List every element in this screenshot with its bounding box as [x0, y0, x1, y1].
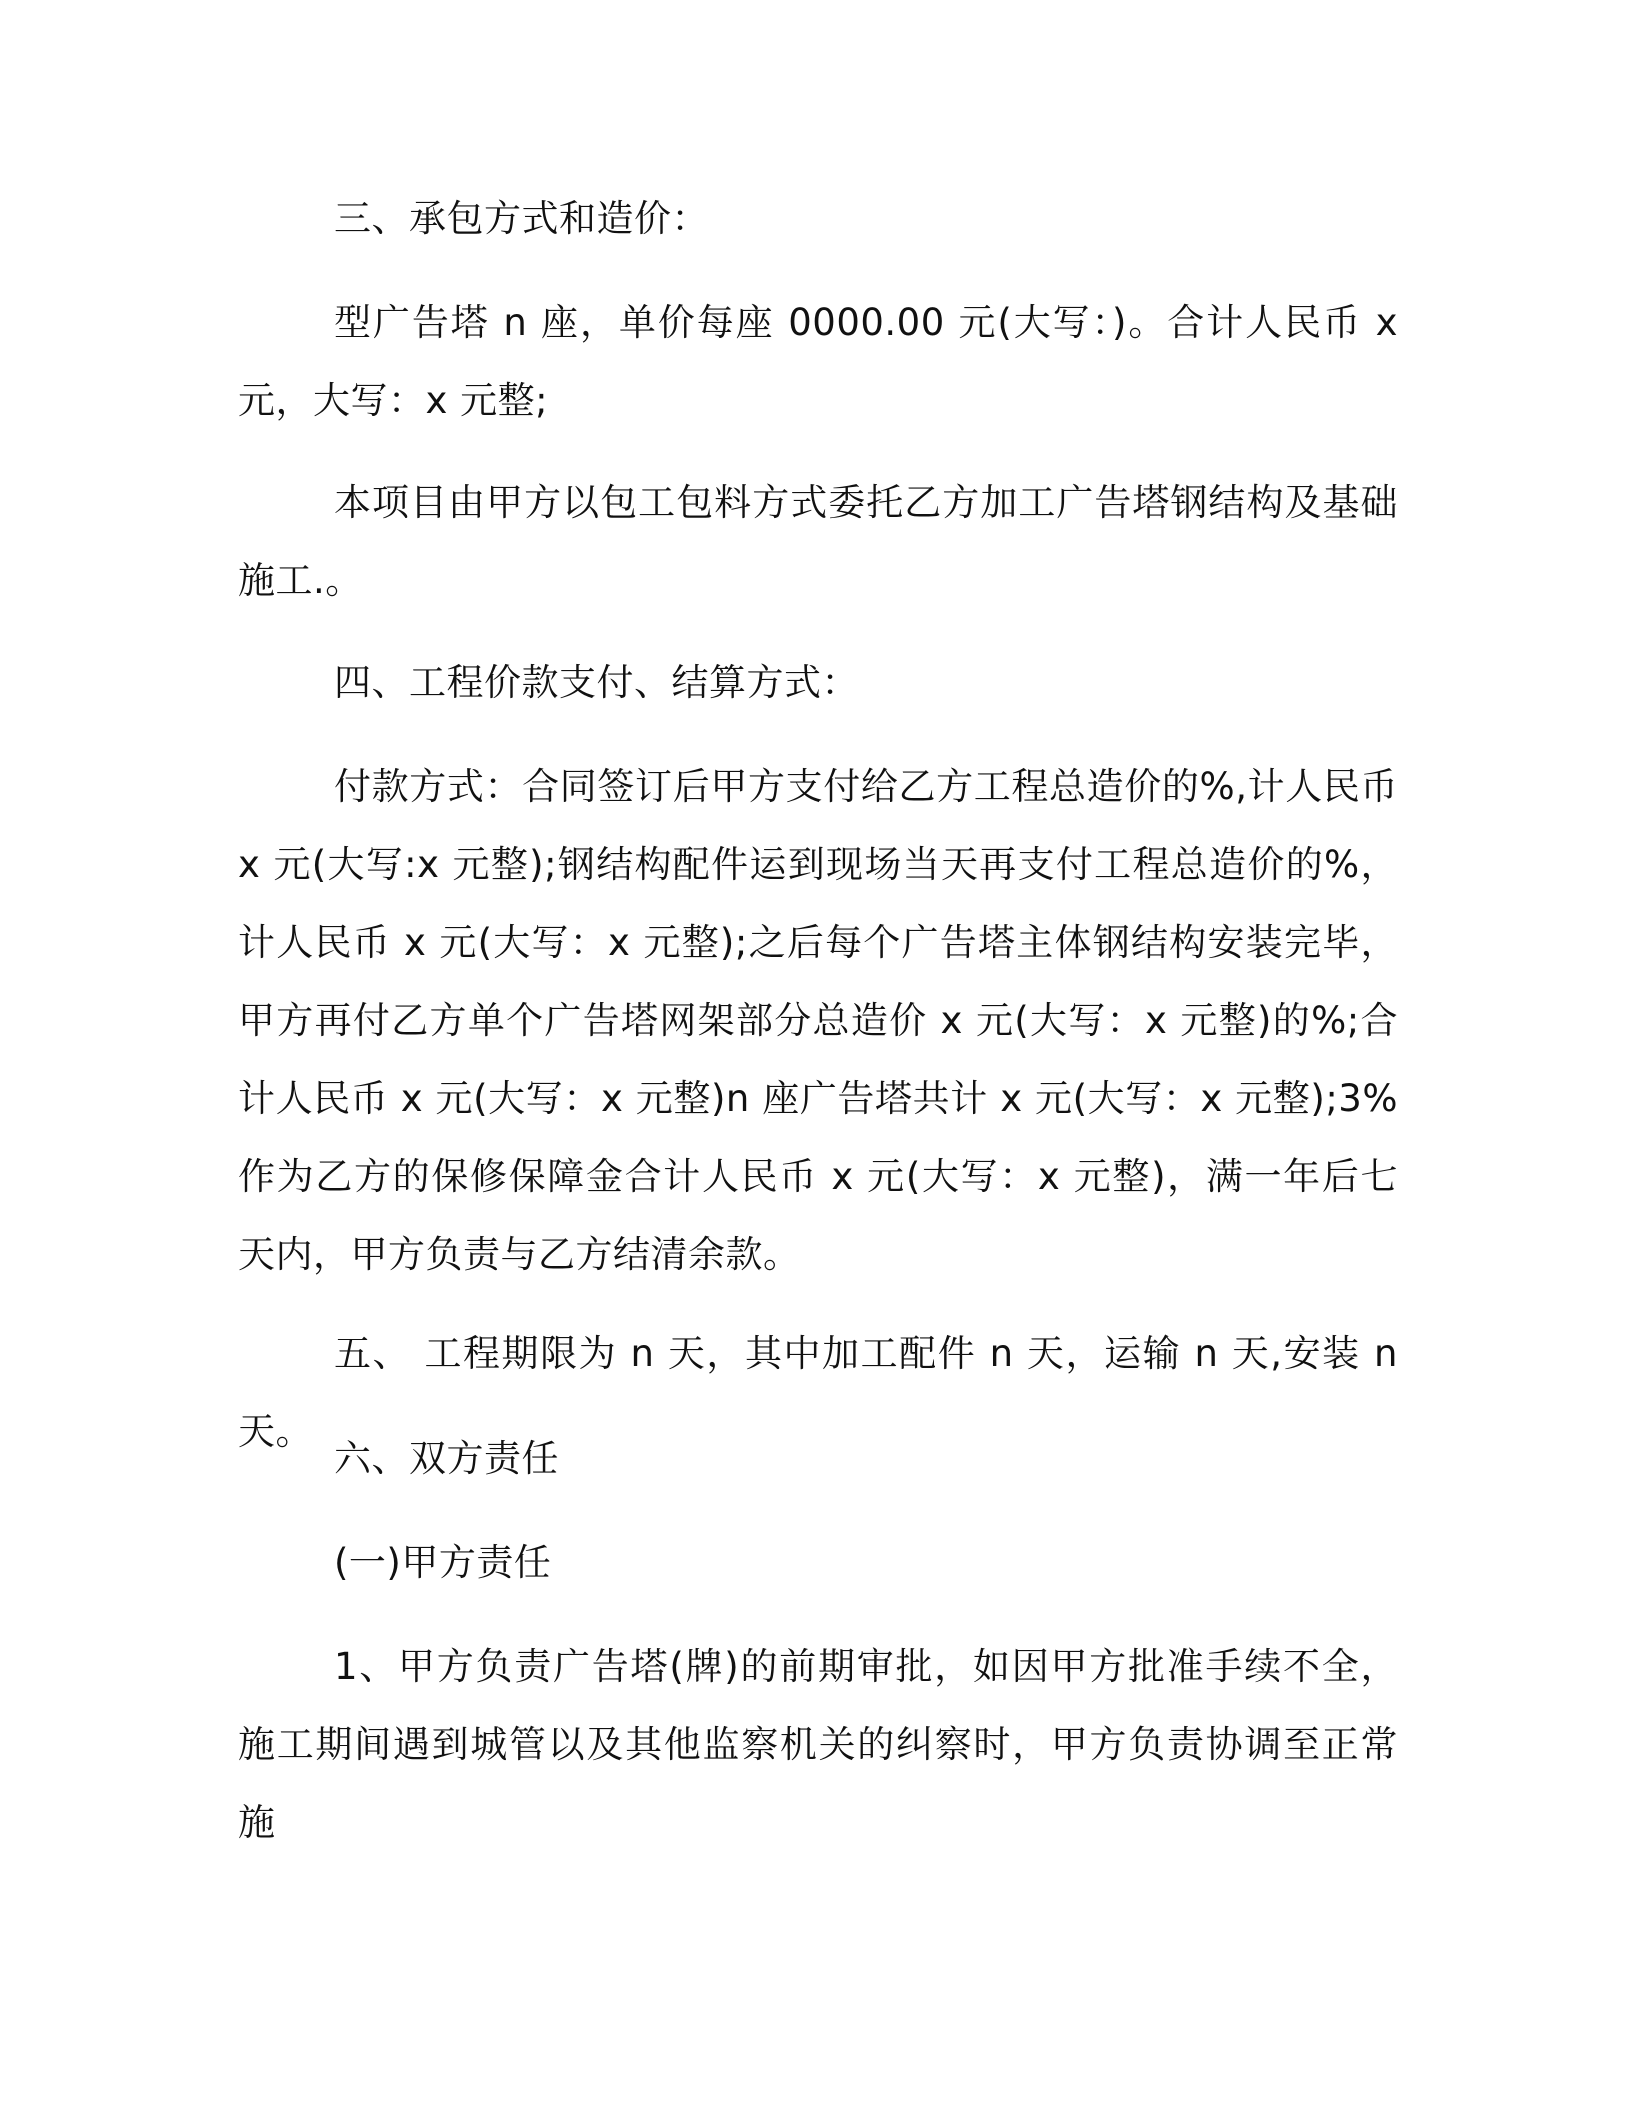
- party-a-duty-1: 1、甲方负责广告塔(牌)的前期审批，如因甲方批准手续不全，施工期间遇到城管以及其他监察机关的纠察时，甲方负责协调至正常施: [238, 1645, 1398, 1844]
- scope-paragraph: 本项目由甲方以包工包料方式委托乙方加工广告塔钢结构及基础施工.。: [238, 481, 1398, 602]
- pricing-paragraph: 型广告塔 n 座，单价每座 0000.00 元(大写：)。合计人民币 x 元，大写：x 元整;: [238, 301, 1398, 422]
- party-a-duties-heading: (一)甲方责任: [334, 1541, 552, 1584]
- payment-terms-paragraph: 付款方式：合同签订后甲方支付给乙方工程总造价的%,计人民币 x 元(大写:x 元整);钢结构配件运到现场当天再支付工程总造价的%，计人民币 x 元(大写：x 元整);之后每个广告塔主体钢结构安装完毕，甲方再付乙方单个广告塔网架部分总造价 x 元(大写：x 元整)的%;合计人民币 x 元(大写：x 元整)n 座广告塔共计 x 元(大写：x 元整);3%作为乙方的保修保障金合计人民币 x 元(大写：x 元整)，满一年后七天内，甲方负责与乙方结清余款。: [238, 765, 1398, 1276]
- section-3-heading: 三、承包方式和造价：: [334, 197, 709, 240]
- section-4-heading: 四、工程价款支付、结算方式：: [334, 661, 859, 704]
- section-5-schedule: 五、 工程期限为 n 天，其中加工配件 n 天，运输 n 天,安装 n 天。: [238, 1332, 1398, 1453]
- section-6-heading: 六、双方责任: [334, 1437, 559, 1480]
